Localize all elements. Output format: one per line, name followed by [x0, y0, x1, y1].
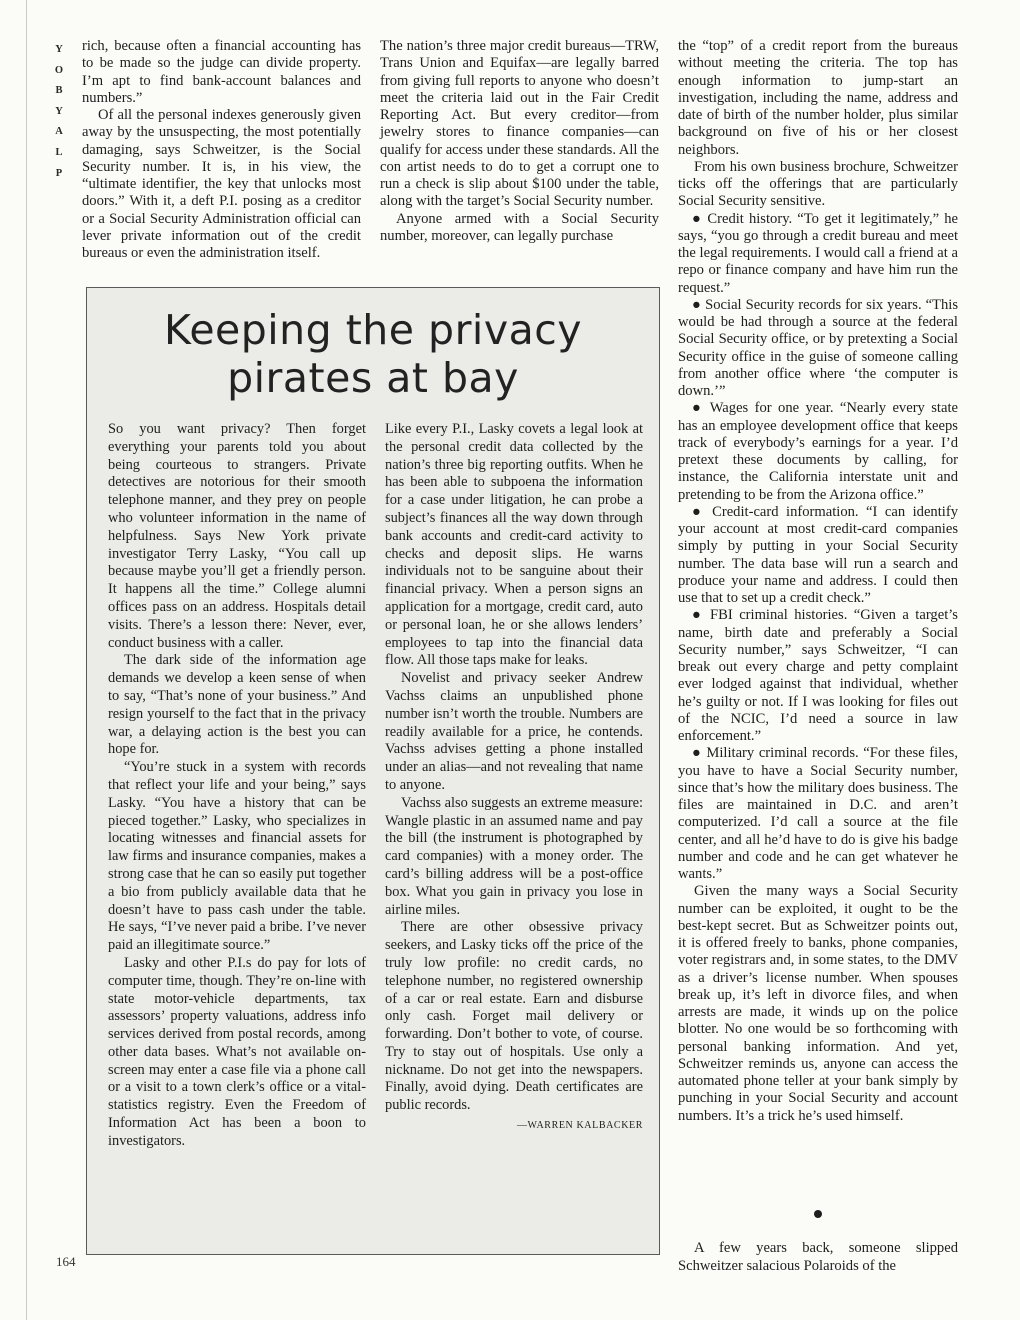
sidebar-column-2: [385, 421, 643, 1135]
paragraph: The dark side of the information age demands we develop a keen sense of when to say, “That’s none of your business.” And resign yourself to the fact that in the privacy war, a delaying action is the best you can hope for.: [108, 652, 366, 758]
bullet-item: ● FBI criminal histories. “Given a target’s name, birth date and preferably a Social Security number,” says Schweitzer, “I can break out every charge and petty complaint ever lodged against that individual, whether he’s guilty or not. If I was looking for files out of the NCIC, I’d need a source in law enforcement.”: [678, 607, 958, 744]
paragraph: So you want privacy? Then forget everything your parents told you about being courteous to strangers. Private detectives are notorious for their smooth telephone manner, and they prey on people who volunteer information in the name of helpfulness. Says New York private investigator Terry Lasky, “You call up because maybe you’ll get a friendly person. It happens all the time.” College alumni offices pass on an address. Hospitals detail visits. There’s a lesson there: Never, ever, conduct business with a caller.: [108, 421, 366, 651]
paragraph: There are other obsessive privacy seekers, and Lasky ticks off the price of the truly low profile: no credit cards, no telephone number, no registered ownership of a car or real estate. Earn and disburse only cash. Forget mail delivery or forwarding. Don’t bother to vote, of course. Try to stay out of hospitals. Use only a nickname. Do not get into the newspapers. Finally, avoid dying. Death certificates are public records.: [385, 919, 643, 1114]
running-head-letter: O: [54, 64, 64, 76]
running-head-letter: Y: [55, 44, 63, 55]
running-head-letter: A: [55, 126, 63, 138]
bullet-item: ● Social Security records for six years. “This would be had through a source at the federal Social Security office, or by pretexting a Social Security office in the guise of someone calling from another office where ‘the computer is down.’”: [678, 296, 958, 399]
running-head: [52, 40, 66, 184]
page-number: 164: [56, 1254, 76, 1269]
paragraph: The nation’s three major credit bureaus—TRW, Trans Union and Equifax—are legally barred from giving full reports to anyone who doesn’t meet the criteria laid out in the Fair Credit Reporting Act. But every creditor—from jewelry stores to finance companies—can qualify for access under these standards. All the con artist needs to do to get a corrupt one to run a check is slip about $100 under the table, along with the target’s Social Security number.: [380, 38, 659, 210]
sidebar-title-line: pirates at bay: [227, 354, 519, 402]
byline: —WARREN KALBACKER: [516, 1120, 643, 1132]
bullet-item: ● Military criminal records. “For these files, you have to have a Social Security number, since that’s how the military does business. The files are maintained in D.C. and aren’t computerized. I’d call a source at the file center, and all he’d have to do is give his badge number and code and he can get whatever he wants.”: [678, 745, 958, 882]
paragraph: Like every P.I., Lasky covets a legal look at the personal credit data collected by the nation’s three big reporting outfits. When he has been able to subpoena the information for a case under litigation, he can probe a subject’s finances all the way down through bank accounts and credit-card activity to checks and deposit slips. He warns individuals not to be sanguine about their financial privacy. When a person signs an application for a mortgage, credit card, auto or personal loan, he or she allows lenders’ employees to tap into the financial data flow. All those taps make for leaks.: [385, 421, 643, 669]
running-head-letter: Y: [55, 105, 63, 117]
running-head-letter: B: [55, 85, 63, 97]
article-column-1: [82, 38, 361, 262]
paragraph: rich, because often a financial accounting has to be made so the judge can divide property. I’m apt to find bank-account balances and numbers.”: [82, 38, 361, 106]
sidebar-box: [86, 287, 660, 1255]
paragraph: Vachss also suggests an extreme measure: Wangle plastic in an assumed name and pay the bill (the instrument is photographed by card companies) with a money order. The card’s billing address will be a post-office box. What you gain in privacy you lose in airline miles.: [385, 794, 643, 918]
paragraph: Of all the personal indexes generously given away by the unsuspecting, the most potentially damaging, says Schweitzer, is the Social Security number. It is, in his view, the “ultimate identifier, the key that unlocks most doors.” With it, a deft P.I. posing as a creditor or a Social Security Administration official can lever private information out of the credit bureaus or even the administration itself.: [82, 107, 361, 261]
article-column-3: [678, 38, 958, 1125]
bullet-item: ● Credit-card information. “I can identify your account at most credit-card companies simply by putting in your Social Security number. The data base will run a search and produce your name and address. I could then use that to set up a credit check.”: [678, 503, 958, 606]
paragraph: Lasky and other P.I.s do pay for lots of computer time, though. They’re on-line with state motor-vehicle departments, tax assessors’ property valuations, address info services derived from postal records, among other data bases. What’s not available on-screen may enter a case file via a phone call or a visit to a town clerk’s office or a vital-statistics registry. Even the Freedom of Information Act has been a boon to investigators.: [108, 954, 366, 1149]
continuing-paragraph: A few years back, someone slipped Schweitzer salacious Polaroids of the: [678, 1240, 958, 1274]
paragraph: Anyone armed with a Social Security number, moreover, can legally purchase: [380, 210, 659, 244]
paragraph: From his own business brochure, Schweitzer ticks off the offerings that are particularly Social Security sensitive.: [678, 158, 958, 210]
bullet-item: ● Wages for one year. “Nearly every state has an employee development office that keeps track of everybody’s earnings for a year. I’d pretext these documents by calling, for instance, the California interstate unit and pretending to be from the Arizona office.”: [678, 400, 958, 503]
paragraph: Given the many ways a Social Security number can be exploited, it ought to be the best-kept secret. But as Schweitzer points out, it is offered freely to banks, phone companies, voter registrars and, in some states, to the DMV as a driver’s license number. When spouses break up, it’s left in divorce files, and when arrests are made, it winds up on the police blotter. No one would be so forthcoming with personal banking information. And yet, Schweitzer reminds us, anyone can access the automated phone teller at your bank simply by punching in your Social Security and account numbers. It’s a trick he’s used himself.: [678, 883, 958, 1124]
paragraph: the “top” of a credit report from the bureaus without meeting the criteria. The top has enough information to jump-start an investigation, including the name, address and date of birth of the number holder, plus similar background on five of his or her closest neighbors.: [678, 38, 958, 158]
article-column-2: [380, 38, 659, 245]
paragraph: Novelist and privacy seeker Andrew Vachss claims an unpublished phone number isn’t worth the trouble. Numbers are readily available for a price, he contends. Vachss advises getting a phone installed under an alias—and not revealing that name to anyone.: [385, 670, 643, 793]
sidebar-column-1: [108, 421, 366, 1151]
bullet-item: ● Credit history. “To get it legitimately,” he says, “you go through a credit bureau and meet the legal requirements. I would call a friend at a repo or finance company and have him run the request.”: [678, 210, 958, 296]
section-separator-dot: [814, 1210, 822, 1218]
sidebar-title-line: Keeping the privacy: [163, 306, 583, 354]
sidebar-title: [87, 306, 659, 402]
running-head-letter: P: [55, 167, 63, 179]
paragraph: “You’re stuck in a system with records that reflect your life and your being,” says Lasky. “You have a history that can be pieced together.” Lasky, who specializes in locating witnesses and financial assets for law firms and insurance companies, makes a strong case that he can so easily put together a bio from publicly available data that he doesn’t have to pass cash under the table. He says, “I’ve never paid a bribe. I’ve never paid an illegitimate source.”: [108, 759, 366, 954]
running-head-letter: L: [55, 146, 63, 158]
page-edge-rule: [26, 0, 27, 1320]
